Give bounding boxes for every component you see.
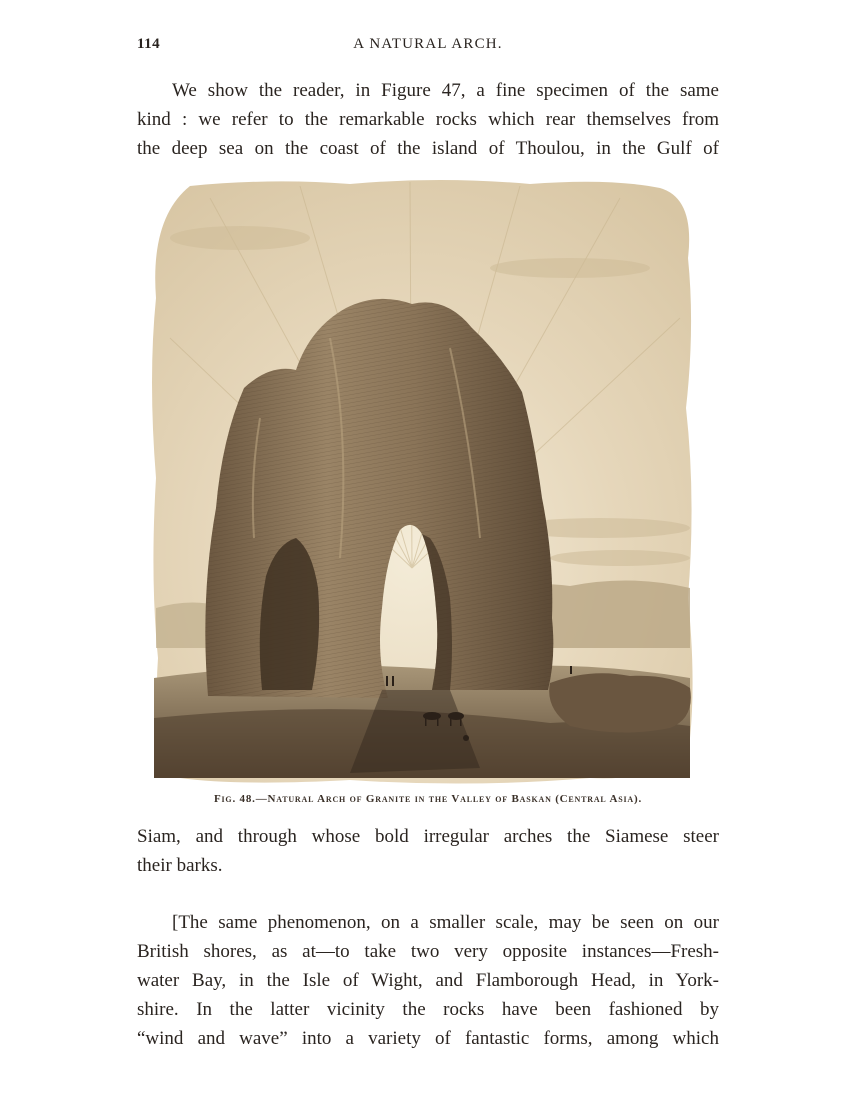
paragraph-3: [137, 908, 719, 1053]
paragraph-line: their barks.: [137, 855, 223, 876]
paragraph-line: kind : we refer to the remarkable rocks which rear themselves from: [137, 109, 719, 130]
page-header: [137, 36, 719, 60]
figure-engraving: [150, 178, 695, 790]
paragraph-line: “wind and wave” into a variety of fantastic forms, among which: [137, 1028, 719, 1049]
figure-caption: Fig. 48.—Natural Arch of Granite in the Valley of Baskan (Central Asia).: [213, 793, 642, 805]
paragraph-line: Siam, and through whose bold irregular arches the Siamese steer: [137, 826, 719, 847]
natural-arch-engraving: [150, 178, 695, 790]
paragraph-1: [137, 76, 719, 163]
running-title: A NATURAL ARCH.: [353, 36, 503, 52]
paragraph-2: [137, 822, 719, 880]
paragraph-line: We show the reader, in Figure 47, a fine specimen of the same: [172, 80, 719, 101]
page-number: 114: [137, 36, 161, 52]
paragraph-line: British shores, as at—to take two very opposite instances—Fresh-: [137, 941, 719, 962]
paragraph-line: water Bay, in the Isle of Wight, and Flamborough Head, in York-: [137, 970, 719, 991]
paragraph-line: [The same phenomenon, on a smaller scale, may be seen on our: [172, 912, 719, 933]
paragraph-line: shire. In the latter vicinity the rocks have been fashioned by: [137, 999, 719, 1020]
paragraph-line: the deep sea on the coast of the island of Thoulou, in the Gulf of: [137, 138, 719, 159]
